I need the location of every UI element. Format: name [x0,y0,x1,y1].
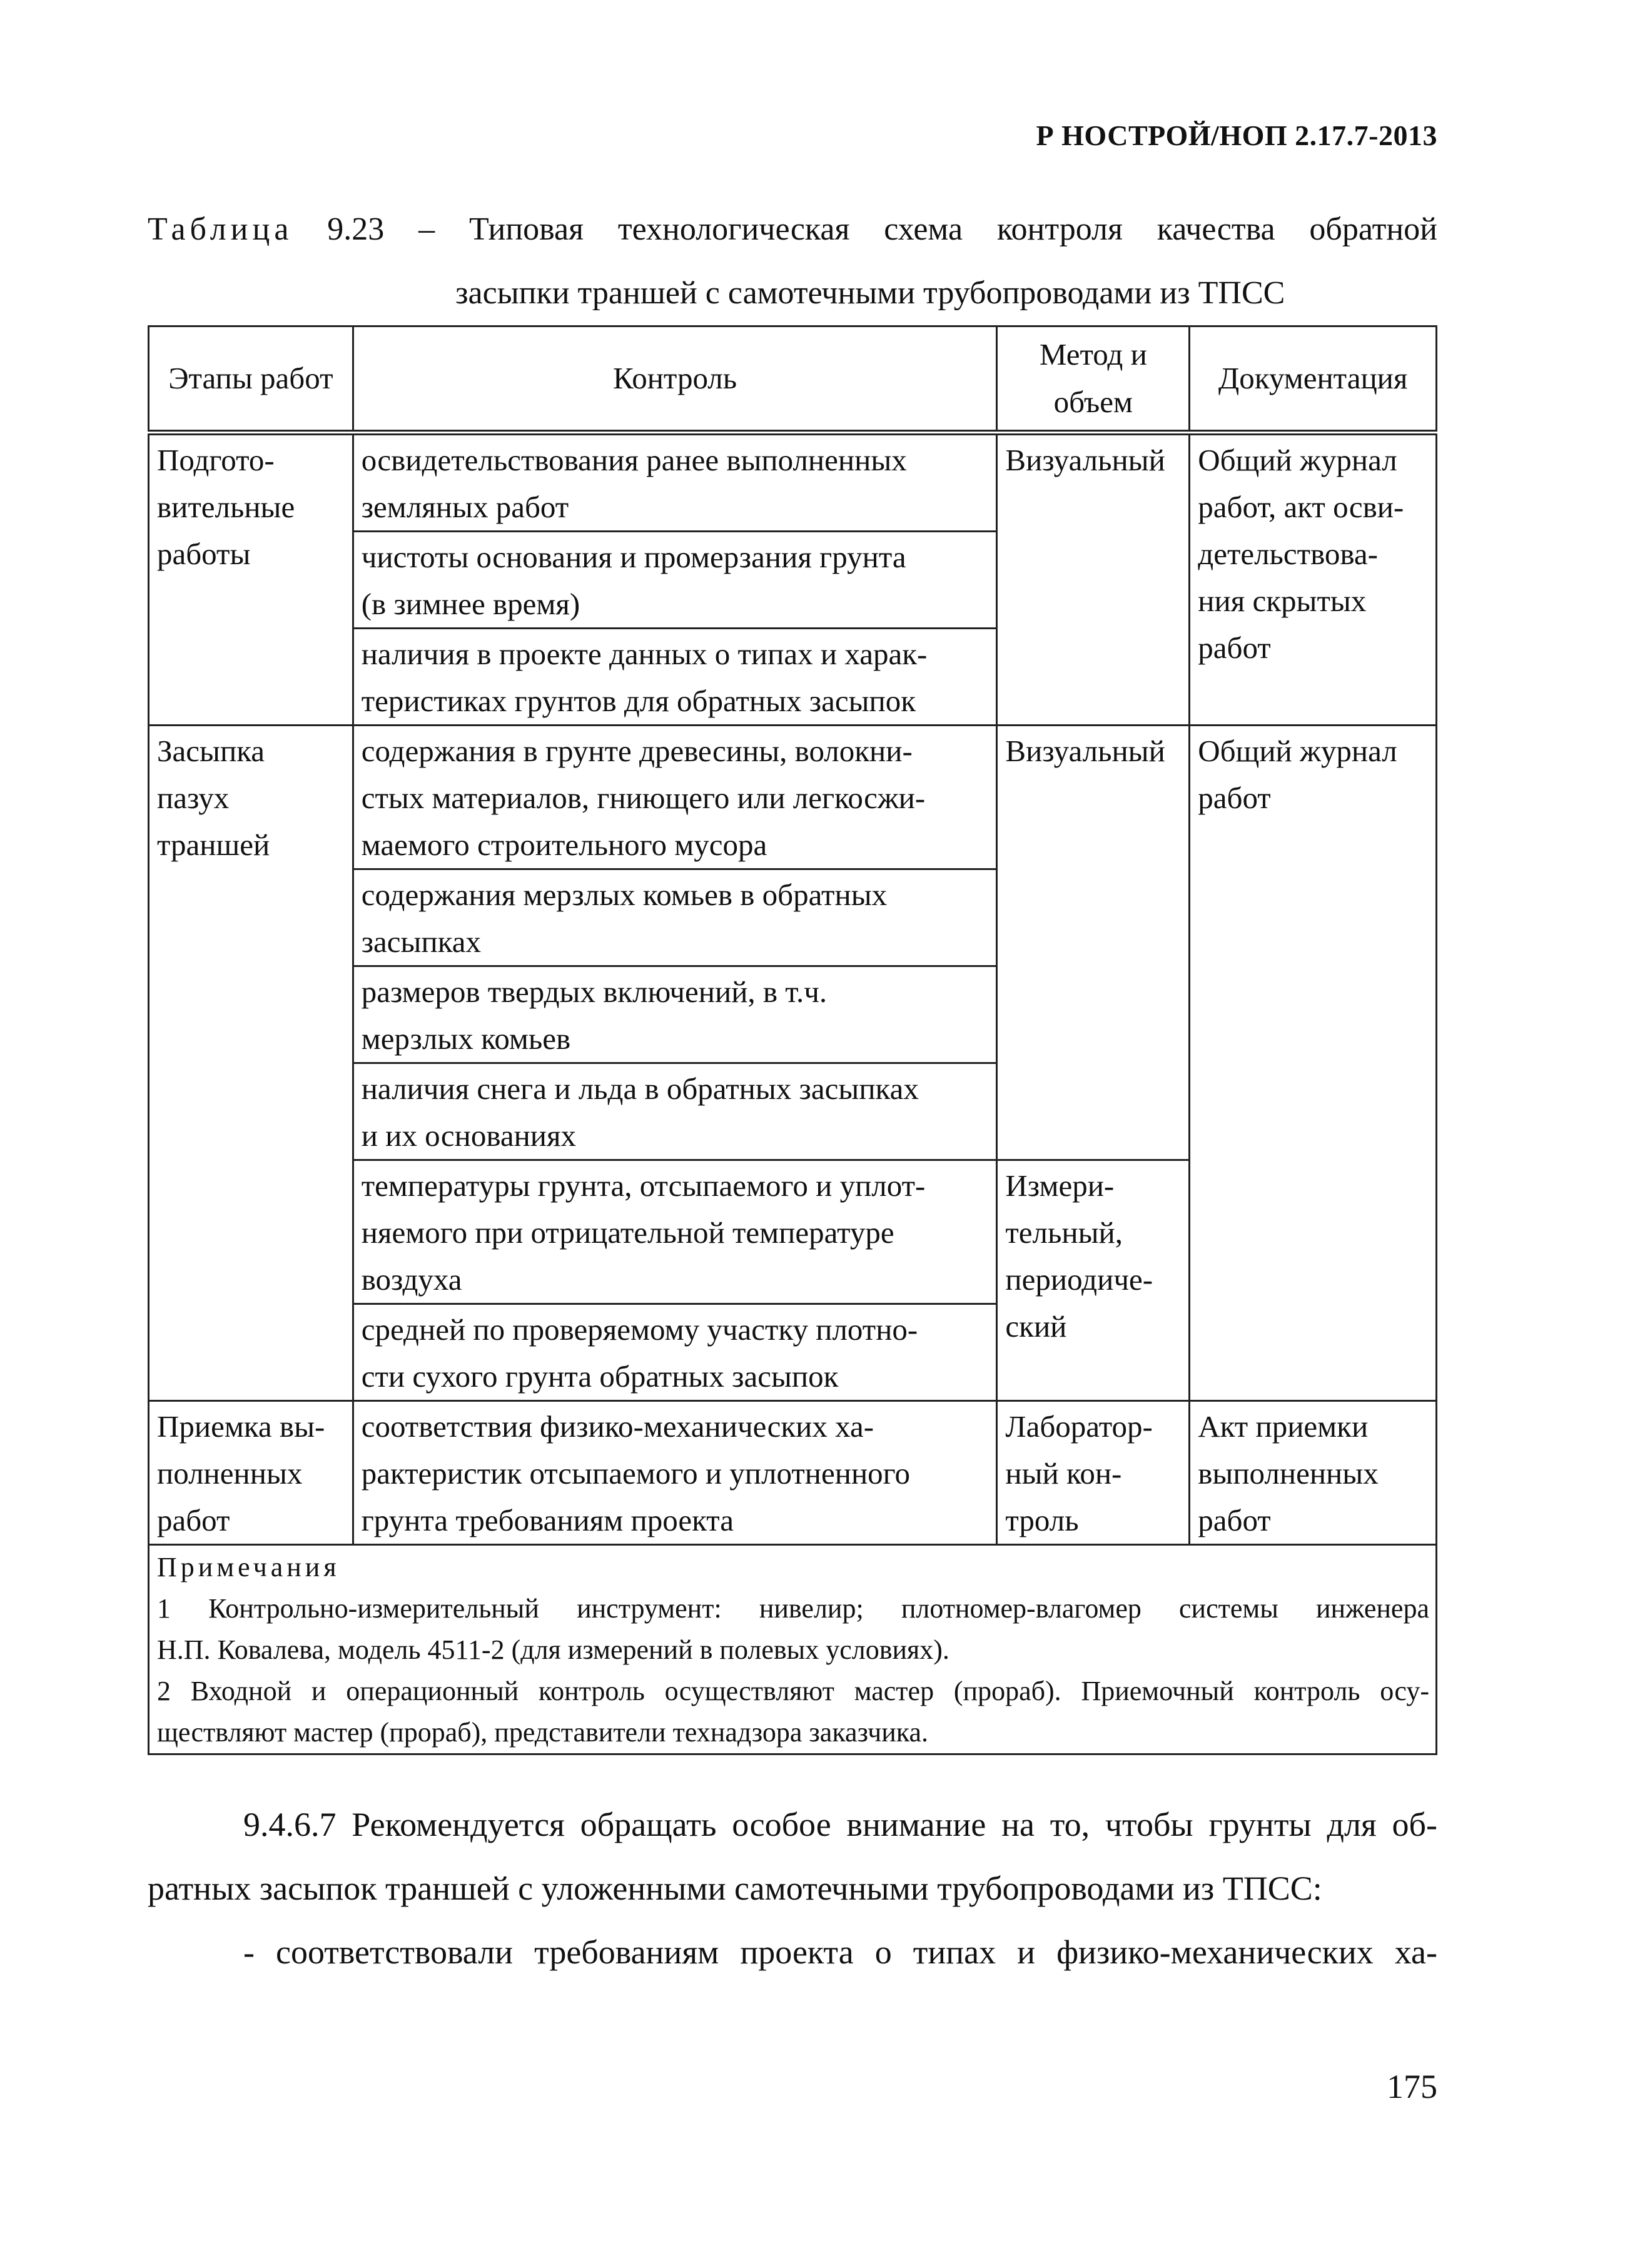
notes-row [149,1545,1437,1754]
page-number: 175 [1387,2068,1437,2105]
stage-cell: Засыпка пазух траншей [149,726,353,1401]
table-row [149,726,1437,869]
document-code: Р НОСТРОЙ/НОП 2.17.7-2013 [1036,119,1437,151]
method-cell: Визуальный [997,726,1190,1160]
body-paragraph-2: ратных засыпок траншей с уложенными самотечными трубопроводами из ТПСС: [148,1870,1322,1907]
table-header-row [149,327,1437,433]
control-cell: соответствия физико-механических ха- рактеристик отсыпаемого и уплотненного грунта требованиям проекта [353,1401,997,1545]
body-paragraph-3: - соответствовали требованиям проекта о типах и физико-механических ха- [243,1933,1437,1971]
table-caption-title: 9.23 – Типовая технологическая схема контроля качества обратной [327,211,1438,247]
control-cell: температуры грунта, отсыпаемого и уплот- няемого при отрицательной температуре воздуха [353,1160,997,1304]
note-1-line-2: Н.П. Ковалева, модель 4511-2 (для измерений в полевых условиях). [157,1634,949,1665]
table-caption-line-1 [148,210,1437,250]
table-caption-line-2: засыпки траншей с самотечными трубопроводами из ТПСС [455,275,1285,311]
notes-title: Примечания [157,1552,340,1582]
table-row [149,1401,1437,1545]
note-1-line-1: 1 Контрольно-измерительный инструмент: нивелир; плотномер-влагомер системы инженера [157,1593,1429,1624]
table-row [149,433,1437,532]
control-cell: размеров твердых включений, в т.ч. мерзлых комьев [353,966,997,1063]
documentation-cell: Общий журнал работ, акт осви- детельствова- ния скрытых работ [1190,433,1437,726]
control-cell: наличия снега и льда в обратных засыпках и их основаниях [353,1063,997,1160]
note-2-line-1: 2 Входной и операционный контроль осуществляют мастер (прораб). Приемочный контроль осу- [157,1676,1429,1706]
documentation-cell: Общий журнал работ [1190,726,1437,1401]
control-cell: средней по проверяемому участку плотно- сти сухого грунта обратных засыпок [353,1304,997,1401]
method-cell: Визуальный [997,433,1190,726]
header-method: Метод и объем [997,327,1190,433]
note-2-line-2: ществляют мастер (прораб), представители технадзора заказчика. [157,1717,928,1748]
header-documentation: Документация [1190,327,1437,433]
stage-cell: Приемка вы- полненных работ [149,1401,353,1545]
control-cell: чистоты основания и промерзания грунта (в зимнее время) [353,532,997,629]
control-cell: содержания мерзлых комьев в обратных засыпках [353,869,997,966]
control-cell: наличия в проекте данных о типах и харак- теристиках грунтов для обратных засыпок [353,629,997,726]
quality-control-table [148,325,1437,1755]
header-control: Контроль [353,327,997,433]
method-cell: Лаборатор- ный кон- троль [997,1401,1190,1545]
control-cell: освидетельствования ранее выполненных земляных работ [353,433,997,532]
table-caption-label: Таблица [148,211,293,247]
control-cell: содержания в грунте древесины, волокни- стых материалов, гниющего или легкосжи- маемого строительного мусора [353,726,997,869]
documentation-cell: Акт приемки выполненных работ [1190,1401,1437,1545]
body-paragraph-1: 9.4.6.7 Рекомендуется обращать особое внимание на то, чтобы грунты для об- [243,1806,1437,1843]
method-cell: Измери- тельный, периодиче- ский [997,1160,1190,1401]
header-stage: Этапы работ [149,327,353,433]
stage-cell: Подгото- вительные работы [149,433,353,726]
notes-cell [149,1545,1437,1754]
